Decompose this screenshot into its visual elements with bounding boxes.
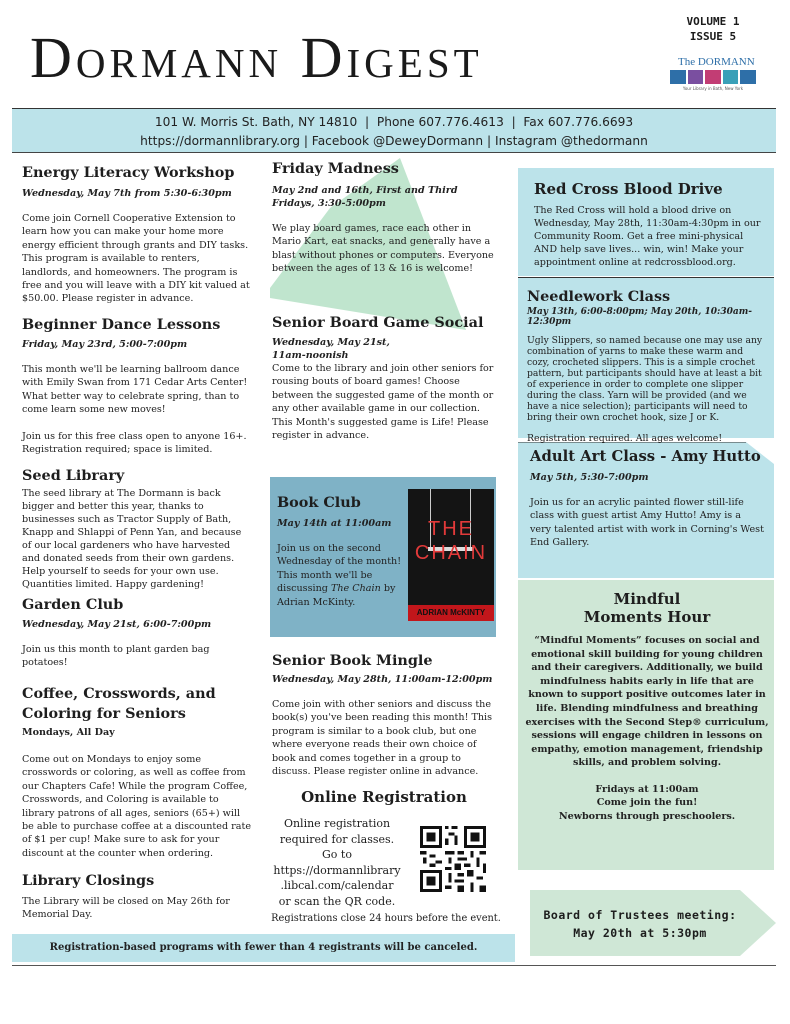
online-reg-line-6: or scan the QR code.: [278, 894, 396, 908]
garden-date: Wednesday, May 21st, 6:00-7:00pm: [22, 619, 212, 630]
book-mingle-date: Wednesday, May 28th, 11:00am-12:00pm: [272, 674, 493, 685]
art-class-section: [530, 448, 764, 550]
closings-section: [22, 872, 250, 922]
board-game-time: 11am-noonish: [272, 350, 349, 361]
needlework-section: [527, 288, 767, 445]
garden-title: Garden Club: [22, 596, 124, 613]
mindful-body: “Mindful Moments” focuses on social and emotional skill building for young children and their caregivers. Additionally, we build mindfulness habits early in life that are known to support positive outcomes later in life. Blending mindfulness and breathing exercises with the Second Step® curriculum, sessions will engage children in lessons on empathy, emotion management, friendship skills, and problem solving.: [525, 635, 769, 769]
friday-title: Friday Madness: [272, 160, 399, 177]
book-mingle-body: Come join with other seniors and discuss the book(s) you've been reading this month! This program is similar to a book club, but one where everyone reads their own choice of book and comes together in a group to discuss. Please register online in advance.: [272, 699, 493, 778]
book-club-book-title: The Chain: [330, 583, 381, 595]
logo-wordmark: The DORMANN: [678, 56, 755, 68]
friday-date: May 2nd and 16th, First and Third Fridays, 3:30-5:00pm: [272, 185, 458, 209]
book-cover-title: THE CHAIN: [414, 518, 488, 564]
book-mingle-section: [272, 652, 498, 778]
garden-body: Join us this month to plant garden bag potatoes!: [22, 644, 210, 669]
seed-body: The seed library at The Dormann is back bigger and better this year, thanks to businesses such as Tractor Supply of Bath, Knapp and Shlappi of Penn Yan, and because of our local gardeners who have harvested and donated seeds from their own gardens. Help yourself to seeds for your own use. Quantities limited. Happy gardening!: [22, 488, 242, 590]
book-club-date: May 14th at 11:00am: [277, 518, 392, 529]
closings-title: Library Closings: [22, 872, 155, 889]
contact-bar: [12, 108, 776, 152]
contact-address-line: 101 W. Morris St. Bath, NY 14810 | Phone 607.776.4613 | Fax 607.776.6693: [154, 115, 634, 129]
volume-label: VOLUME 1: [686, 15, 740, 28]
board-game-section: [272, 314, 498, 442]
online-registration-title: Online Registration: [301, 788, 467, 806]
closings-body: The Library will be closed on May 26th for Memorial Day.: [22, 896, 230, 921]
coffee-date: Mondays, All Day: [22, 727, 115, 738]
online-reg-url-1[interactable]: https://dormannlibrary: [273, 863, 401, 877]
board-game-date: Wednesday, May 21st,: [272, 337, 390, 348]
art-class-title: Adult Art Class - Amy Hutto: [530, 448, 761, 465]
needlework-body: Ugly Slippers, so named because one may use any combination of yarns to make these warm and cozy, crocheted slippers. This is a simple crochet pattern, but participants should have at least a bit of experience in order to complete one slipper during the class. Yarn will be provided (and we have a nice selection); participants will need to bring their own crochet hook, size J or K.: [527, 335, 763, 423]
coffee-title-1: Coffee, Crosswords, and: [22, 685, 216, 702]
online-reg-url-2[interactable]: .libcal.com/calendar: [280, 879, 394, 892]
coffee-body: Come out on Mondays to enjoy some crosswords or coloring, as well as coffee from our Chapters Cafe! While the program Coffee, Crosswords, and Coloring is available to library patrons of all ages, seniors (65+) will be able to purchase coffee at a discounted rate of $1 per cup! Make sure to ask for your discount at the counter when ordering.: [22, 754, 251, 859]
garden-section: [22, 596, 250, 670]
coffee-title: [22, 684, 252, 724]
logo-color-bar: [670, 70, 756, 84]
seed-title: Seed Library: [22, 467, 125, 484]
seed-section: [22, 467, 250, 591]
cancellation-notice: Registration-based programs with fewer than 4 registrants will be canceled.: [12, 934, 515, 962]
energy-date: Wednesday, May 7th from 5:30-6:30pm: [22, 188, 232, 199]
logo-tagline: Your Library in Bath, New York: [682, 86, 744, 91]
dance-body: This month we'll be learning ballroom dance with Emily Swan from 171 Cedar Arts Center! What better way to celebrate spring, than to come learn some new moves!: [22, 364, 248, 416]
board-meeting-line-1: Board of Trustees meeting:: [543, 908, 737, 922]
book-club-section: [277, 494, 405, 609]
mindful-time: Fridays at 11:00am: [595, 783, 699, 795]
issue-label: ISSUE 5: [689, 30, 737, 43]
energy-section: [22, 164, 250, 306]
art-class-body: Join us for an acrylic painted flower still-life class with guest artist Amy Hutto! Amy is a very talented artist with work in Corning's West End Gallery.: [530, 497, 764, 549]
friday-body: We play board games, race each other in Mario Kart, eat snacks, and generally have a blast without phones or computers. Everyone between the ages of 13 & 16 is welcome!: [272, 223, 494, 275]
dance-date: Friday, May 23rd, 5:00-7:00pm: [22, 339, 188, 350]
online-reg-line-1: Online registration: [283, 817, 391, 830]
book-cover-image: [408, 489, 494, 621]
footer-rule: [12, 965, 776, 966]
online-reg-line-3: Go to: [322, 848, 352, 861]
book-club-body: [277, 542, 405, 609]
book-club-body-post: by Adrian McKinty.: [277, 583, 396, 608]
contact-web-line: https://dormannlibrary.org | Facebook @DeweyDormann | Instagram @thedormann: [140, 134, 648, 148]
coffee-title-2: Coloring for Seniors: [22, 705, 186, 722]
qr-code-icon[interactable]: [420, 826, 486, 892]
online-reg-line-2: required for classes.: [279, 832, 395, 846]
mindful-title: [522, 590, 772, 626]
board-game-title: Senior Board Game Social: [272, 314, 484, 331]
dance-section: [22, 316, 250, 456]
online-registration-section: [270, 788, 498, 806]
mindful-ages: Newborns through preschoolers.: [558, 810, 736, 822]
book-mingle-title: Senior Book Mingle: [272, 652, 433, 669]
friday-section: [272, 160, 498, 276]
dance-title: Beginner Dance Lessons: [22, 316, 221, 333]
mindful-title-1: Mindful: [613, 590, 681, 608]
energy-title: Energy Literacy Workshop: [22, 164, 235, 181]
book-club-body-pre: Join us on the second Wednesday of the month! This month we'll be discussing: [277, 543, 402, 595]
needlework-title: Needlework Class: [527, 288, 671, 305]
online-registration-instructions: [262, 816, 412, 909]
mindful-section: [522, 590, 772, 823]
needlework-date: May 13th, 6:00-8:00pm; May 20th, 10:30am-12:30pm: [527, 307, 752, 327]
coffee-section: [22, 684, 252, 860]
board-game-body: Come to the library and join other seniors for rousing bouts of board games! Choose between the suggested game of the month or any other available game in our collection. This Month's suggested game is Life! Please register in advance.: [272, 363, 494, 442]
needlework-registration: Registration required. All ages welcome!: [527, 433, 723, 444]
mindful-title-2: Moments Hour: [583, 608, 711, 626]
board-meeting-line-2: May 20th at 5:30pm: [573, 926, 707, 940]
online-registration-note: Registrations close 24 hours before the event.: [271, 913, 501, 924]
dance-body-2: Join us for this free class open to anyone 16+. Registration required; space is limited.: [22, 430, 247, 456]
newsletter-title: Dormann Digest: [30, 25, 483, 90]
energy-body: Come join Cornell Cooperative Extension to learn how you can make your home more energy efficient through grants and DIY tasks. This program is available to renters, landlords, and homeowners. The program is free and you will leave with a DIY kit valued at $50.00. Please register in advance.: [22, 213, 250, 305]
art-class-date: May 5th, 5:30-7:00pm: [530, 472, 649, 483]
red-cross-body: The Red Cross will hold a blood drive on Wednesday, May 28th, 11:30am-4:30pm in our Community Room. Get a free mini-physical AND help save lives... win, win! Make your appointment online at redcrossblood.org.: [534, 205, 761, 268]
book-cover-author: ADRIAN McKINTY: [408, 605, 494, 621]
volume-issue: [668, 14, 758, 44]
library-logo: [670, 56, 756, 96]
book-club-title: Book Club: [277, 494, 361, 511]
red-cross-title: Red Cross Blood Drive: [534, 180, 723, 198]
red-cross-section: [534, 180, 766, 269]
mindful-fun: Come join the fun!: [596, 797, 698, 809]
board-meeting-section: [530, 906, 750, 942]
